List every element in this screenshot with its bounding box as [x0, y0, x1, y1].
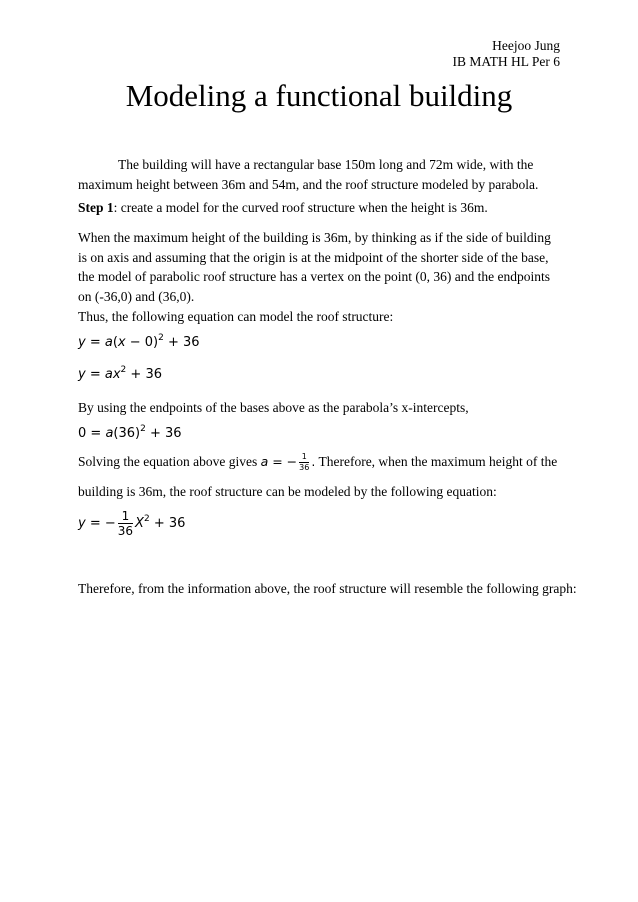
thus-paragraph: Thus, the following equation can model the roof structure: — [78, 309, 394, 324]
step1-text: : create a model for the curved roof structure when the height is 36m. — [113, 200, 488, 215]
course-name: IB MATH HL Per 6 — [452, 54, 560, 69]
equation-1: $y = a(x - 0)^2 + 36$ — [78, 333, 200, 350]
header-block — [453, 38, 561, 70]
step1-label: Step 1 — [78, 200, 114, 215]
equation-2: $y = ax^2 + 36$ — [78, 365, 162, 382]
solution-a-inline: a = − $\frac{1}{36}$ . — [260, 452, 316, 472]
vertex-paragraph: When the maximum height of the building is 36m, by thinking as if the side of building is on axis and assuming that the origin is at the midpoint of the shorter side of the base, the model of parabolic roof structure has a vertex on the point (0, 36) and the endpoints on (-36,0) and (36,0). — [78, 230, 551, 304]
intro-paragraph: The building will have a rectangular base 150m long and 72m wide, with the maximum height between 36m and 54m, and the roof structure modeled by parabola. — [78, 157, 539, 192]
building-paragraph: building is 36m, the roof structure can be modeled by the following equation: — [78, 484, 497, 499]
page-title: Modeling a functional building — [125, 78, 513, 113]
solving-paragraph: Solving the equation above gives a = − $\frac{1}{36}$ . Therefore, when the maximum height of the — [78, 452, 558, 472]
fraction-one-over-36: $\frac{1}{36}$ — [299, 452, 310, 472]
equation-4: y = − $\frac{1}{36}$ $X^2 + 36$ — [78, 509, 186, 538]
author-name: Heejoo Jung — [492, 38, 560, 53]
step1-paragraph — [78, 198, 560, 218]
fraction-one-over-36-display: $\frac{1}{36}$ — [117, 509, 134, 538]
equation-3: $0 = a(36)^2 + 36$ — [78, 424, 182, 441]
graph-paragraph: Therefore, from the information above, the roof structure will resemble the following graph: — [78, 581, 577, 596]
endpoints-paragraph: By using the endpoints of the bases above as the parabola’s x-intercepts, — [78, 400, 469, 415]
